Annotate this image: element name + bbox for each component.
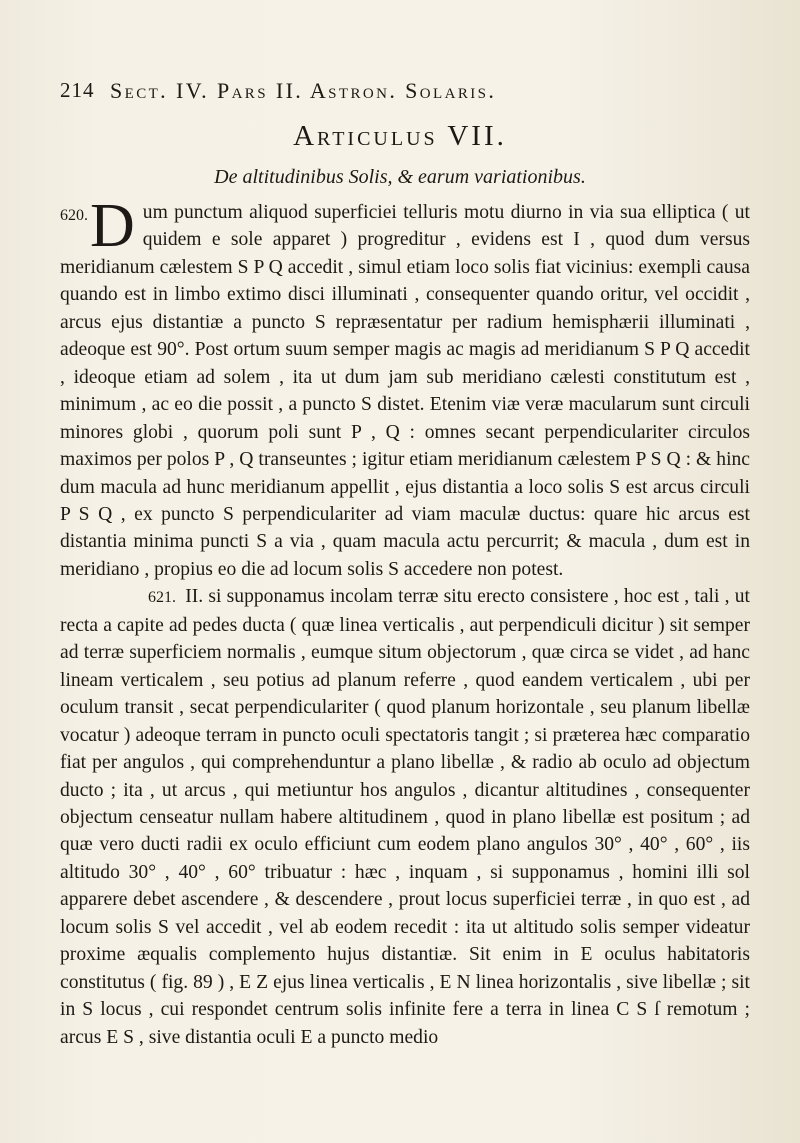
paragraph-number: 621. <box>148 589 176 607</box>
page-number: 214 <box>60 78 95 102</box>
paragraph-620 <box>60 192 750 583</box>
body-text <box>60 192 750 1051</box>
drop-cap-initial: D <box>90 192 135 260</box>
page-header <box>60 78 760 108</box>
paragraph-text: II. si supponamus incolam terræ situ erecto consistere , hoc est , tali , ut recta a capite ad pedes ducta ( quæ linea verticalis , aut perpendiculi dicitur ) sit semper ad terræ superficiem normalis , eumque situm objectorum , quæ circa se videt , ad hanc lineam verticalem , seu potius ad planum referre , quod eandem verticalem , ubi per oculum transit , secat perpendiculariter ( quod planum horizontale , seu planum libellæ vocatur ) adeoque terram in puncto oculi spectatoris tangit ; si præterea hæc comparatio fiat per angulos , qui comprehenduntur a plano libellæ , & radio ab oculo ad objectum ducto ; ita , ut arcus , qui metiuntur hos angulos , dicantur altitudines , consequenter objectum censeatur nullam habere altitudinem , quod in plano libellæ est positum ; ad quæ vero ducti radii ex oculo efficiunt cum eodem plano angulos 30° , 40° , 60° , iis altitudo 30° , 40° , 60° tribuatur : hæc , inquam , si supponamus , homini illi sol apparere debet ascendere , & descendere , prout locus superficiei terræ , in quo est , ad locum solis S vel accedit , vel ab eodem recedit : ita ut altitudo solis semper videatur proxime æqualis complemento hujus distantiæ. Sit enim in E oculus habitatoris constitutus ( fig. 89 ) , E Z ejus linea verticalis , E N linea horizontalis , sive libellæ ; sit in S locus , cui respondet centrum solis infinite fere a terra in linea C S ſ remotum ; arcus E S , sive distantia oculi E a puncto medio <box>60 586 750 1048</box>
paragraph-text: um punctum aliquod superficiei telluris motu diurno in via sua elliptica ( ut quidem e sole apparet ) progreditur , evidens est I , quod dum versus meridianum cælestem S P Q accedit , simul etiam loco solis fiat vicinius: exempli causa quando est in limbo extimo disci illuminati , consequenter quando oritur, vel occidit , arcus ejus distantiæ a puncto S repræsentatur per radium hemisphærii illuminati , adeoque est 90°. Post ortum suum semper magis ac magis ad meridianum S P Q accedit , ideoque etiam ad solem , ita ut dum jam sub meridiano cælesti constitutum est , minimum , ac eo die possit , a puncto S distet. Etenim viæ veræ macularum sunt circuli minores globi , quorum poli sunt P , Q : omnes secant perpendiculariter circulos maximos per polos P , Q transeuntes ; igitur etiam meridianum cælestem P S Q : & hinc dum macula ad hunc meridianum appellit , ejus distantia a loco solis S est arcus circuli P S Q , ex puncto S perpendiculariter ad viam maculæ ductus: quare hic arcus est distantia minima puncti S a via , quam macula actu percurrit; & macula , dum est in meridiano , propius eo die ad locum solis S accedere non potest. <box>60 202 750 580</box>
paragraph-number: 620. <box>60 207 88 224</box>
running-head: Sect. IV. Pars II. Astron. Solaris. <box>110 78 497 103</box>
article-title: Articulus VII. <box>293 120 507 152</box>
paragraph-621 <box>60 583 750 1051</box>
article-subtitle: De altitudinibus Solis, & earum variationibus. <box>214 166 586 188</box>
